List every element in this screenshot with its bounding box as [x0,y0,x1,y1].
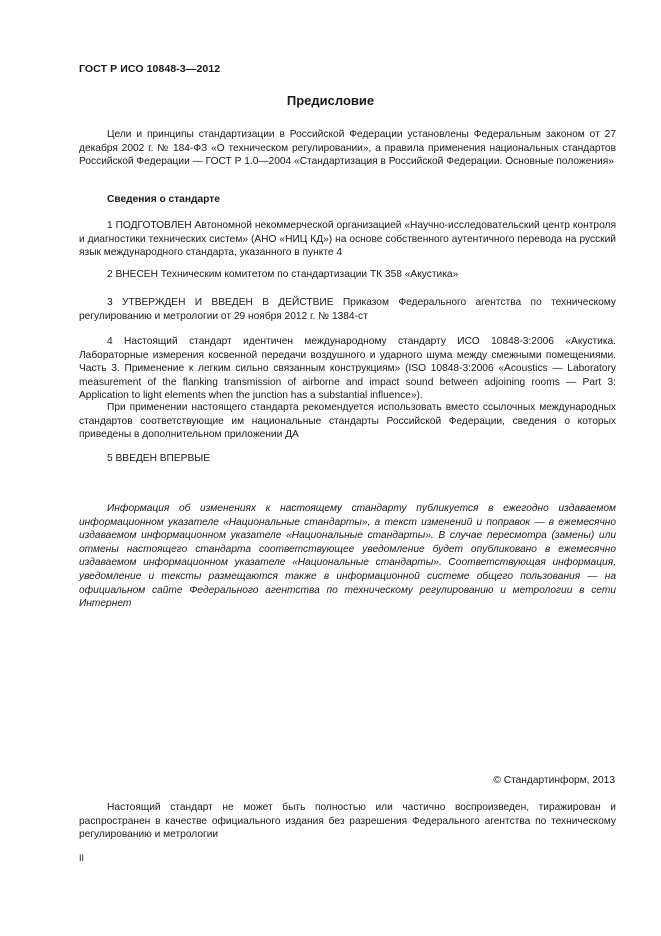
section-subtitle: Сведения о стандарте [107,194,220,205]
copyright-line: © Стандартинформ, 2013 [493,775,615,786]
item-4-paragraph: 4 Настоящий стандарт идентичен международному стандарту ИСО 10848-3:2006 «Акустика. Лабораторные измерения косвенной передачи воздушного и ударного шума между смежными помещениями. Часть 3. Применение к легким сильно связанным конструкциям» (ISO 10848-3:2006 «Acoustics — Laboratory measurement of the flanking transmission of airborne and impact sound between adjoining rooms — Part 3: Application to light elements when the junction has a substantial influence»). [79,336,616,402]
info-paragraph: Информация об изменениях к настоящему стандарту публикуется в ежегодно издаваемом информационном указателе «Национальные стандарты», а текст изменений и поправок — в ежемесячно издаваемом информационном указателе «Национальные стандарты». В случае пересмотра (замены) или отмены настоящего стандарта соответствующее уведомление будет опубликовано в ежемесячно издаваемом информационном указателе «Национальные стандарты». Соответствующая информация, уведомление и тексты размещаются также в информационной системе общего пользования — на официальном сайте Федерального агентства по техническому регулированию и метрологии в сети Интернет [79,503,616,610]
intro-paragraph: Цели и принципы стандартизации в Российской Федерации установлены Федеральным законом от 27 декабря 2002 г. № 184-ФЗ «О техническом регулировании», а правила применения национальных стандартов Российской Федерации — ГОСТ Р 1.0—2004 «Стандартизация в Российской Федерации. Основные положения» [79,129,616,168]
item-4-note-paragraph: При применении настоящего стандарта рекомендуется использовать вместо ссылочных международных стандартов соответствующие им национальные стандарты Российской Федерации, сведения о которых приведены в дополнительном приложении ДА [79,402,616,441]
page-number: II [79,853,85,863]
item-1-paragraph: 1 ПОДГОТОВЛЕН Автономной некоммерческой организацией «Научно-исследовательский центр контроля и диагностики технических систем» (АНО «НИЦ КД») на основе собственного аутентичного перевода на русский язык международного стандарта, указанного в пункте 4 [79,220,616,259]
running-header: ГОСТ Р ИСО 10848-3—2012 [79,63,221,75]
item-3-paragraph: 3 УТВЕРЖДЕН И ВВЕДЕН В ДЕЙСТВИЕ Приказом Федерального агентства по техническому регулированию и метрологии от 29 ноября 2012 г. № 1384-ст [79,297,616,322]
item-2-paragraph: 2 ВНЕСЕН Техническим комитетом по стандартизации ТК 358 «Акустика» [107,269,459,280]
item-5-paragraph: 5 ВВЕДЕН ВПЕРВЫЕ [107,453,211,464]
notice-paragraph: Настоящий стандарт не может быть полностью или частично воспроизведен, тиражирован и распространен в качестве официального издания без разрешения Федерального агентства по техническому регулированию и метрологии [79,802,616,841]
page-title: Предисловие [286,93,375,108]
